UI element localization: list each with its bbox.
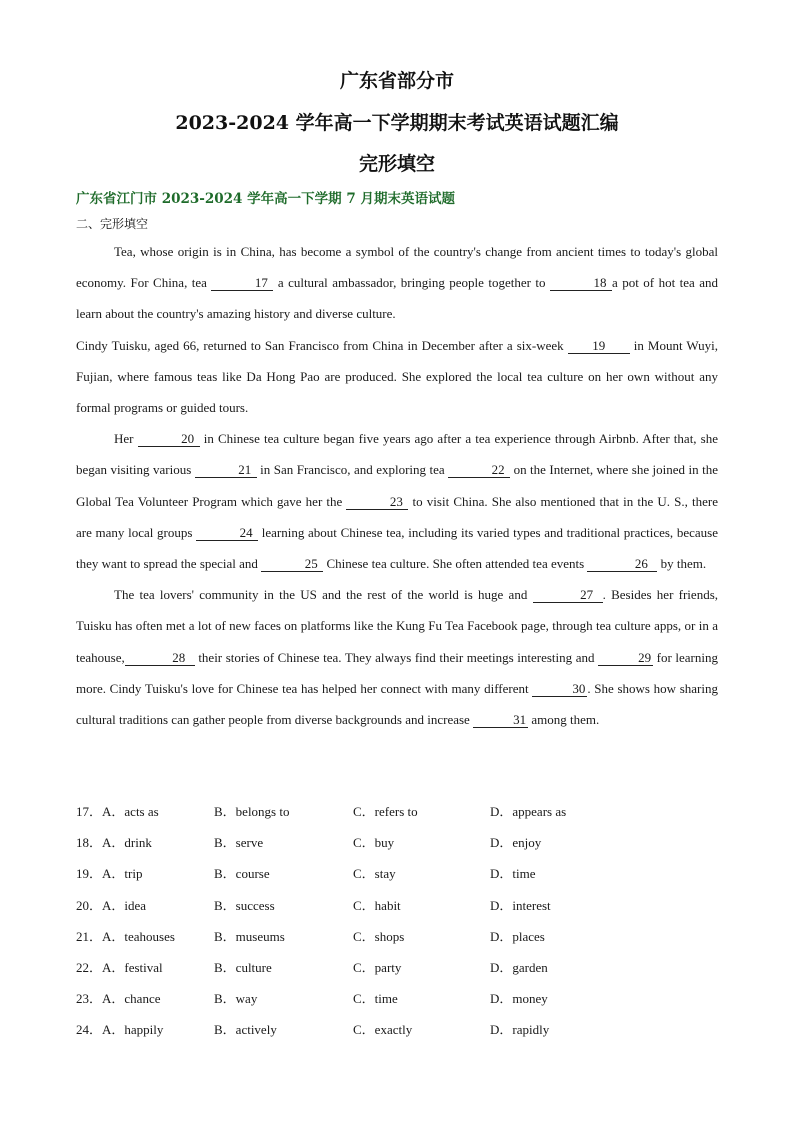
doc-title-topic: 完形填空	[358, 153, 435, 175]
source-subtitle: 广东省江门市 2023-2024 学年高一下学期 7 月期末英语试题	[76, 191, 455, 207]
blank-25: 25	[261, 557, 323, 572]
question-row	[76, 921, 726, 952]
question-option-a: 23．A．chance	[76, 991, 161, 1007]
question-option-b: B．culture	[214, 959, 272, 975]
answer-options	[76, 796, 726, 1046]
blank-26: 26	[587, 557, 657, 572]
question-option-d: D．money	[490, 991, 548, 1007]
blank-22: 22	[448, 463, 510, 478]
blank-20: 20	[138, 432, 200, 447]
question-option-c: C．refers to	[353, 804, 418, 819]
question-option-b: B．success	[214, 897, 275, 913]
question-option-c: C．exactly	[353, 1022, 413, 1038]
question-option-d: D．time	[490, 866, 536, 882]
question-row	[76, 796, 726, 827]
paragraph-4: The tea lovers' community in the US and the rest of the world is huge and 27 . Besides her friends, Tuisku has often met a lot of new faces on platforms like the Kung Fu Tea Facebook page, through tea culture apps, or in a teahouse, 28 their stories of Chinese tea. They always find their meetings interesting and 29 for learning more. Cindy Tuisku's love for Chinese tea has helped her connect with many different 30 . She shows how sharing cultural traditions can gather people from diverse backgrounds and increase 31 among them.	[76, 587, 719, 728]
question-row	[76, 952, 726, 983]
blank-23: 23	[346, 495, 408, 510]
paragraph-3: Her 20 in Chinese tea culture began five years ago after a tea experience through Airbnb. After that, she began visiting various 21 in San Francisco, and exploring tea 22 on the Internet, where she joined in the Global Tea Volunteer Program which gave her the 23 to visit China. She also mentioned that in the U. S., there are many local groups 24 learning about Chinese tea, including its varied types and traditional practices, because they want to spread the special and 25 Chinese tea culture. She often attended tea events 26 by them.	[76, 431, 719, 572]
question-option-b: B．way	[214, 991, 258, 1007]
question-option-c: C．stay	[353, 866, 396, 882]
question-option-a: 21．A．teahouses	[76, 928, 175, 944]
blank-27: 27	[533, 588, 603, 603]
question-row	[76, 827, 726, 858]
question-option-b: B．course	[214, 866, 270, 882]
question-option-a: 22．A．festival	[76, 959, 163, 975]
question-option-b: B．museums	[214, 928, 285, 944]
doc-title-exam: 2023-2024 学年高一下学期期末考试英语试题汇编	[175, 112, 619, 134]
question-option-c: C．habit	[353, 897, 401, 913]
blank-30: 30	[532, 682, 587, 697]
question-option-b: B．belongs to	[214, 804, 290, 819]
question-option-d: D．rapidly	[490, 1022, 550, 1038]
blank-31: 31	[473, 713, 528, 728]
question-option-c: C．buy	[353, 835, 395, 851]
question-option-c: C．time	[353, 991, 398, 1007]
question-row	[76, 890, 726, 921]
question-option-c: C．party	[353, 959, 402, 975]
question-option-a: 20．A．idea	[76, 897, 147, 913]
blank-17: 17	[211, 276, 273, 291]
question-option-b: B．serve	[214, 835, 264, 851]
question-row	[76, 983, 726, 1014]
question-option-d: D．interest	[490, 897, 551, 913]
cloze-passage	[76, 236, 718, 735]
question-option-d: D．places	[490, 928, 545, 944]
blank-28: 28	[125, 651, 195, 666]
blank-24: 24	[196, 526, 258, 541]
question-option-a: 18．A．drink	[76, 835, 152, 851]
question-option-d: D．enjoy	[490, 835, 542, 851]
question-option-c: C．shops	[353, 928, 405, 944]
blank-18: 18	[550, 276, 612, 291]
question-option-d: D．garden	[490, 959, 548, 975]
paragraph-2: Cindy Tuisku, aged 66, returned to San Francisco from China in December after a six-week 19 in Mount Wuyi, Fujian, where famous teas like Da Hong Pao are produced. She explored the local tea culture on her own without any formal programs or guided tours.	[76, 337, 718, 416]
question-option-a: 17．A．acts as	[76, 804, 159, 819]
blank-29: 29	[598, 651, 653, 666]
question-option-a: 24．A．happily	[76, 1022, 164, 1038]
question-option-d: D．appears as	[490, 804, 567, 819]
question-row	[76, 858, 726, 889]
paragraph-1: Tea, whose origin is in China, has become a symbol of the country's change from ancient times to today's global economy. For China, tea 17 a cultural ambassador, bringing people together to 18 a pot of hot tea and learn about the country's amazing history and diverse culture.	[76, 244, 719, 322]
doc-title-region: 广东省部分市	[339, 70, 454, 92]
blank-19: 19	[568, 339, 630, 354]
question-row	[76, 1014, 726, 1045]
section-heading: 二、完形填空	[76, 217, 149, 231]
question-option-b: B．actively	[214, 1022, 277, 1038]
question-option-a: 19．A．trip	[76, 866, 143, 882]
blank-21: 21	[195, 463, 257, 478]
